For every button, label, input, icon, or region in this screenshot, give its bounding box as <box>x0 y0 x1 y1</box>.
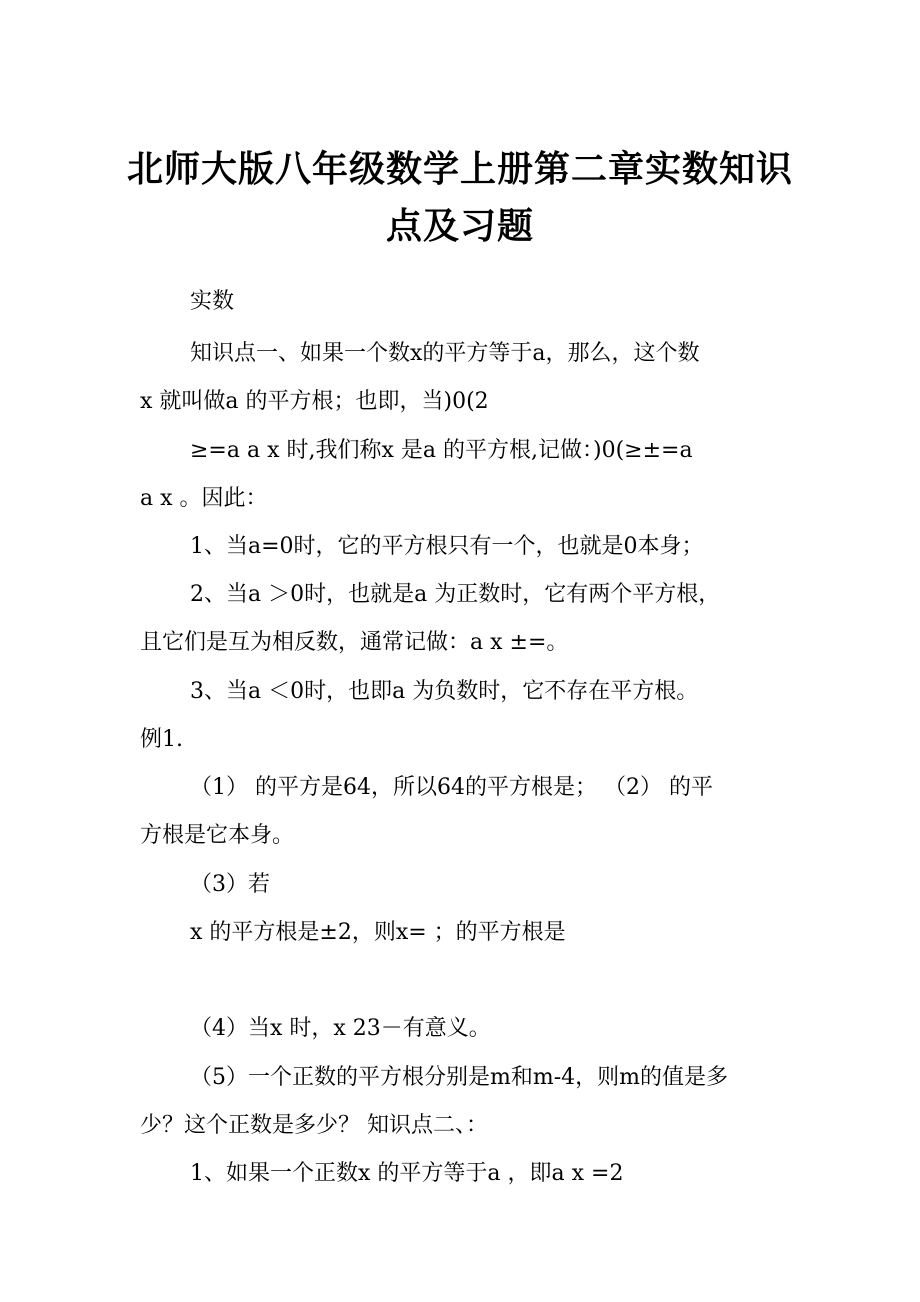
paragraph-line: （5）一个正数的平方根分别是m和m-4，则m的值是多 <box>190 1065 729 1090</box>
paragraph-line: 少？这个正数是多少？ 知识点二、： <box>140 1113 488 1138</box>
paragraph-line: 方根是它本身。 <box>140 823 295 848</box>
paragraph-line: x 就叫做a 的平方根；也即，当)0(2 <box>140 389 489 414</box>
document-title-line-2: 点及习题 <box>385 206 534 247</box>
paragraph-line: 1、当a=0时，它的平方根只有一个，也就是0本身； <box>190 534 704 559</box>
paragraph-line: （1） 的平方是64，所以64的平方根是； （2） 的平 <box>190 775 713 800</box>
paragraph-line: （3）若 <box>190 872 270 897</box>
paragraph-line: ≥=a a x 时,我们称x 是a 的平方根,记做：)0(≥±=a <box>190 438 693 463</box>
paragraph-line: 且它们是互为相反数，通常记做：a x ±=。 <box>140 630 569 655</box>
paragraph-line: 3、当a ＜0时，也即a 为负数时，它不存在平方根。 <box>190 679 699 704</box>
example-heading: 例1. <box>140 727 183 752</box>
paragraph-line: （4）当x 时，x 23－有意义。 <box>190 1016 491 1041</box>
paragraph-line: 2、当a ＞0时，也就是a 为正数时，它有两个平方根， <box>190 582 721 607</box>
document-title-line-1: 北师大版八年级数学上册第二章实数知识 <box>126 149 793 190</box>
section-heading: 实数 <box>190 289 235 314</box>
paragraph-line: x 的平方根是±2，则x= ；的平方根是 <box>190 920 566 945</box>
paragraph-line: 1、如果一个正数x 的平方等于a ，即a x =2 <box>190 1161 624 1186</box>
paragraph-line: a x 。因此： <box>140 486 268 511</box>
paragraph-line: 知识点一、如果一个数x的平方等于a，那么，这个数 <box>190 341 700 366</box>
